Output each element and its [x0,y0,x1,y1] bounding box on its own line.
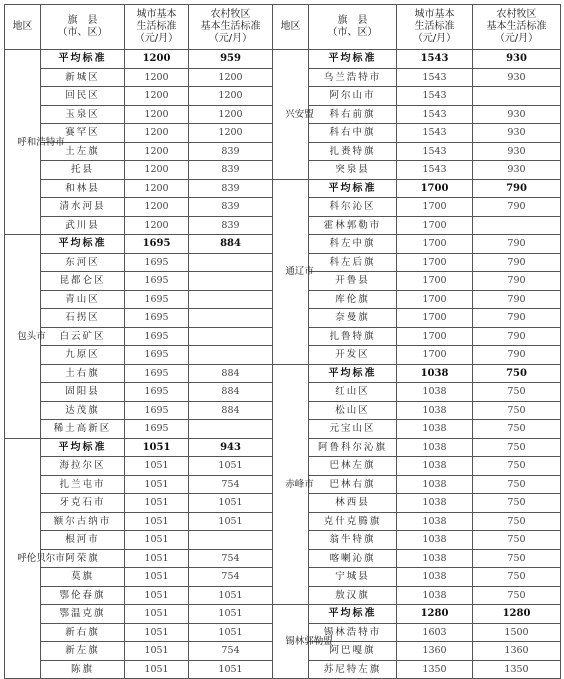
urban-standard: 1543 [397,87,473,106]
rural-standard: 839 [189,142,273,161]
header-region-right: 地区 [273,5,309,50]
rural-standard: 1051 [189,494,273,513]
urban-standard: 1038 [397,457,473,476]
county-name: 科左后旗 [309,253,397,272]
urban-standard: 1051 [125,623,189,642]
rural-standard: 930 [473,161,561,180]
urban-standard: 1200 [125,87,189,106]
urban-standard: 1695 [125,309,189,328]
header-region: 地区 [5,5,41,50]
urban-standard: 1051 [125,549,189,568]
county-name: 奈曼旗 [309,309,397,328]
rural-standard: 790 [473,253,561,272]
county-name: 土左旗 [41,142,125,161]
region-name: 呼伦贝尔市 [17,552,65,564]
urban-standard: 1051 [125,512,189,531]
county-name: 突泉县 [309,161,397,180]
urban-standard: 1695 [125,272,189,291]
table-row [5,50,561,69]
rural-standard: 790 [473,272,561,291]
urban-standard: 1051 [125,605,189,624]
region-cell [273,605,333,679]
county-name: 平均标准 [41,50,125,69]
county-name: 宁城县 [309,568,397,587]
header-county: 旗 县 （市、区） [41,5,125,50]
rural-standard: 884 [189,364,273,383]
county-name: 科右前旗 [309,105,397,124]
rural-standard [189,531,273,550]
county-name: 赛罕区 [41,124,125,143]
urban-standard: 1695 [125,327,189,346]
county-name: 稀土高新区 [41,420,125,439]
region-cell [5,438,65,679]
rural-standard: 839 [189,161,273,180]
urban-standard: 1695 [125,253,189,272]
urban-standard: 1200 [125,124,189,143]
urban-standard: 1280 [397,605,473,624]
urban-standard: 1695 [125,420,189,439]
rural-standard: 1051 [189,623,273,642]
urban-standard: 1695 [125,364,189,383]
region-cell [273,364,314,605]
urban-standard: 1200 [125,50,189,69]
urban-standard: 1051 [125,457,189,476]
urban-standard: 1200 [125,142,189,161]
rural-standard [189,346,273,365]
rural-standard: 1051 [189,660,273,679]
county-name: 扎兰屯市 [41,475,125,494]
urban-standard: 1038 [397,531,473,550]
rural-standard: 930 [473,105,561,124]
region-cell [5,50,65,235]
header-rural: 农村牧区 基本生活标准 （元/月） [189,5,273,50]
rural-standard: 750 [473,531,561,550]
county-name: 平均标准 [309,50,397,69]
rural-standard: 790 [473,179,561,198]
rural-standard: 754 [189,568,273,587]
county-name: 平均标准 [41,235,125,254]
rural-standard: 754 [189,642,273,661]
county-name: 阿荣旗 [41,549,125,568]
urban-standard: 1200 [125,179,189,198]
urban-standard: 1695 [125,383,189,402]
urban-standard: 1700 [397,309,473,328]
county-name: 九原区 [41,346,125,365]
urban-standard: 1543 [397,161,473,180]
rural-standard: 1280 [473,605,561,624]
county-name: 科右中旗 [309,124,397,143]
rural-standard: 1051 [189,512,273,531]
county-name: 根河市 [41,531,125,550]
county-name: 玉泉区 [41,105,125,124]
county-name: 清水河县 [41,198,125,217]
urban-standard: 1543 [397,68,473,87]
urban-standard: 1360 [397,642,473,661]
rural-standard: 884 [189,235,273,254]
urban-standard: 1200 [125,216,189,235]
county-name: 青山区 [41,290,125,309]
rural-standard: 1051 [189,586,273,605]
county-name: 鄂温克旗 [41,605,125,624]
rural-standard: 1200 [189,87,273,106]
urban-standard: 1038 [397,364,473,383]
urban-standard: 1038 [397,568,473,587]
county-name: 乌兰浩特市 [309,68,397,87]
rural-standard: 1500 [473,623,561,642]
county-name: 科尔沁区 [309,198,397,217]
urban-standard: 1051 [125,531,189,550]
urban-standard: 1038 [397,549,473,568]
rural-standard: 790 [473,327,561,346]
urban-standard: 1200 [125,105,189,124]
urban-standard: 1038 [397,586,473,605]
urban-standard: 1038 [397,401,473,420]
county-name: 陈旗 [41,660,125,679]
urban-standard: 1700 [397,198,473,217]
rural-standard: 790 [473,235,561,254]
county-name: 开鲁县 [309,272,397,291]
county-name: 扎鲁特旗 [309,327,397,346]
living-standards-table [4,4,561,679]
rural-standard [189,327,273,346]
rural-standard: 790 [473,290,561,309]
urban-standard: 1038 [397,475,473,494]
county-name: 霍林郭勒市 [309,216,397,235]
region-name: 通辽市 [285,266,314,277]
urban-standard: 1051 [125,494,189,513]
county-name: 白云矿区 [41,327,125,346]
county-name: 回民区 [41,87,125,106]
urban-standard: 1200 [125,198,189,217]
urban-standard: 1543 [397,50,473,69]
rural-standard: 750 [473,512,561,531]
urban-standard: 1051 [125,642,189,661]
header-rural-right: 农村牧区 基本生活标准 （元/月） [473,5,561,50]
county-name: 巴林右旗 [309,475,397,494]
county-name: 托县 [41,161,125,180]
region-name: 兴安盟 [285,108,314,120]
urban-standard: 1543 [397,142,473,161]
county-name: 阿鲁科尔沁旗 [309,438,397,457]
rural-standard: 930 [473,50,561,69]
rural-standard [189,272,273,291]
header-county-right: 旗 县 （市、区） [309,5,397,50]
county-name: 固阳县 [41,383,125,402]
rural-standard: 754 [189,475,273,494]
county-name: 牙克石市 [41,494,125,513]
region-cell [273,179,314,364]
county-name: 新城区 [41,68,125,87]
rural-standard: 790 [473,309,561,328]
rural-standard: 1200 [189,68,273,87]
county-name: 武川县 [41,216,125,235]
county-name: 阿巴嘎旗 [309,642,397,661]
rural-standard: 930 [473,124,561,143]
urban-standard: 1700 [397,179,473,198]
county-name: 昆都仑区 [41,272,125,291]
rural-standard [189,290,273,309]
rural-standard: 1350 [473,660,561,679]
rural-standard: 750 [473,568,561,587]
county-name: 平均标准 [41,438,125,457]
rural-standard: 930 [473,68,561,87]
county-name: 扎赉特旗 [309,142,397,161]
urban-standard: 1700 [397,216,473,235]
urban-standard: 1038 [397,494,473,513]
rural-standard: 754 [189,549,273,568]
county-name: 达茂旗 [41,401,125,420]
urban-standard: 1700 [397,272,473,291]
county-name: 敖汉旗 [309,586,397,605]
county-name: 石拐区 [41,309,125,328]
rural-standard: 839 [189,198,273,217]
header-urban: 城市基本 生活标准 （元/月） [125,5,189,50]
region-name: 赤峰市 [285,478,314,490]
county-name: 平均标准 [309,605,397,624]
region-name: 包头市 [17,330,46,342]
rural-standard: 750 [473,475,561,494]
county-name: 克什克腾旗 [309,512,397,531]
county-name: 新右旗 [41,623,125,642]
county-name: 鄂伦春旗 [41,586,125,605]
region-cell [273,50,314,180]
region-name: 呼和浩特市 [17,136,65,148]
urban-standard: 1051 [125,586,189,605]
table-row [5,179,561,198]
header-urban-right: 城市基本 生活标准 （元/月） [397,5,473,50]
county-name: 翁牛特旗 [309,531,397,550]
county-name: 新左旗 [41,642,125,661]
rural-standard: 839 [189,216,273,235]
county-name: 红山区 [309,383,397,402]
region-name: 锡林郭勒盟 [285,636,333,647]
urban-standard: 1051 [125,475,189,494]
urban-standard: 1700 [397,290,473,309]
rural-standard: 1051 [189,457,273,476]
urban-standard: 1051 [125,568,189,587]
table-row [5,364,561,383]
urban-standard: 1038 [397,420,473,439]
county-name: 锡林浩特市 [309,623,397,642]
rural-standard: 790 [473,198,561,217]
county-name: 元宝山区 [309,420,397,439]
urban-standard: 1700 [397,253,473,272]
rural-standard: 930 [473,142,561,161]
county-name: 苏尼特左旗 [309,660,397,679]
urban-standard: 1700 [397,346,473,365]
rural-standard: 750 [473,383,561,402]
rural-standard: 943 [189,438,273,457]
county-name: 东河区 [41,253,125,272]
urban-standard: 1603 [397,623,473,642]
county-name: 平均标准 [309,364,397,383]
county-name: 喀喇沁旗 [309,549,397,568]
table-row [5,605,561,624]
urban-standard: 1695 [125,290,189,309]
header-row [5,5,561,50]
rural-standard: 1200 [189,124,273,143]
rural-standard: 1051 [189,605,273,624]
urban-standard: 1200 [125,68,189,87]
county-name: 莫旗 [41,568,125,587]
urban-standard: 1051 [125,660,189,679]
rural-standard [189,420,273,439]
rural-standard: 750 [473,438,561,457]
rural-standard [189,253,273,272]
rural-standard: 884 [189,383,273,402]
rural-standard: 884 [189,401,273,420]
rural-standard: 839 [189,179,273,198]
county-name: 科左中旗 [309,235,397,254]
rural-standard: 750 [473,494,561,513]
rural-standard: 750 [473,457,561,476]
county-name: 巴林左旗 [309,457,397,476]
urban-standard: 1695 [125,346,189,365]
county-name: 平均标准 [309,179,397,198]
county-name: 和林县 [41,179,125,198]
urban-standard: 1051 [125,438,189,457]
urban-standard: 1038 [397,438,473,457]
urban-standard: 1038 [397,383,473,402]
rural-standard: 1360 [473,642,561,661]
urban-standard: 1695 [125,235,189,254]
rural-standard [473,87,561,106]
rural-standard [473,216,561,235]
rural-standard: 750 [473,364,561,383]
rural-standard: 750 [473,586,561,605]
urban-standard: 1543 [397,124,473,143]
county-name: 开发区 [309,346,397,365]
county-name: 松山区 [309,401,397,420]
county-name: 阿尔山市 [309,87,397,106]
urban-standard: 1700 [397,235,473,254]
urban-standard: 1700 [397,327,473,346]
rural-standard: 959 [189,50,273,69]
county-name: 土右旗 [41,364,125,383]
county-name: 海拉尔区 [41,457,125,476]
rural-standard: 750 [473,401,561,420]
county-name: 库伦旗 [309,290,397,309]
rural-standard: 1200 [189,105,273,124]
county-name: 额尔古纳市 [41,512,125,531]
urban-standard: 1543 [397,105,473,124]
rural-standard: 750 [473,549,561,568]
rural-standard: 750 [473,420,561,439]
urban-standard: 1350 [397,660,473,679]
urban-standard: 1038 [397,512,473,531]
urban-standard: 1200 [125,161,189,180]
standards-document [4,4,560,679]
urban-standard: 1695 [125,401,189,420]
table-body [5,50,561,679]
rural-standard: 790 [473,346,561,365]
rural-standard [189,309,273,328]
region-cell [5,235,46,439]
county-name: 林西县 [309,494,397,513]
